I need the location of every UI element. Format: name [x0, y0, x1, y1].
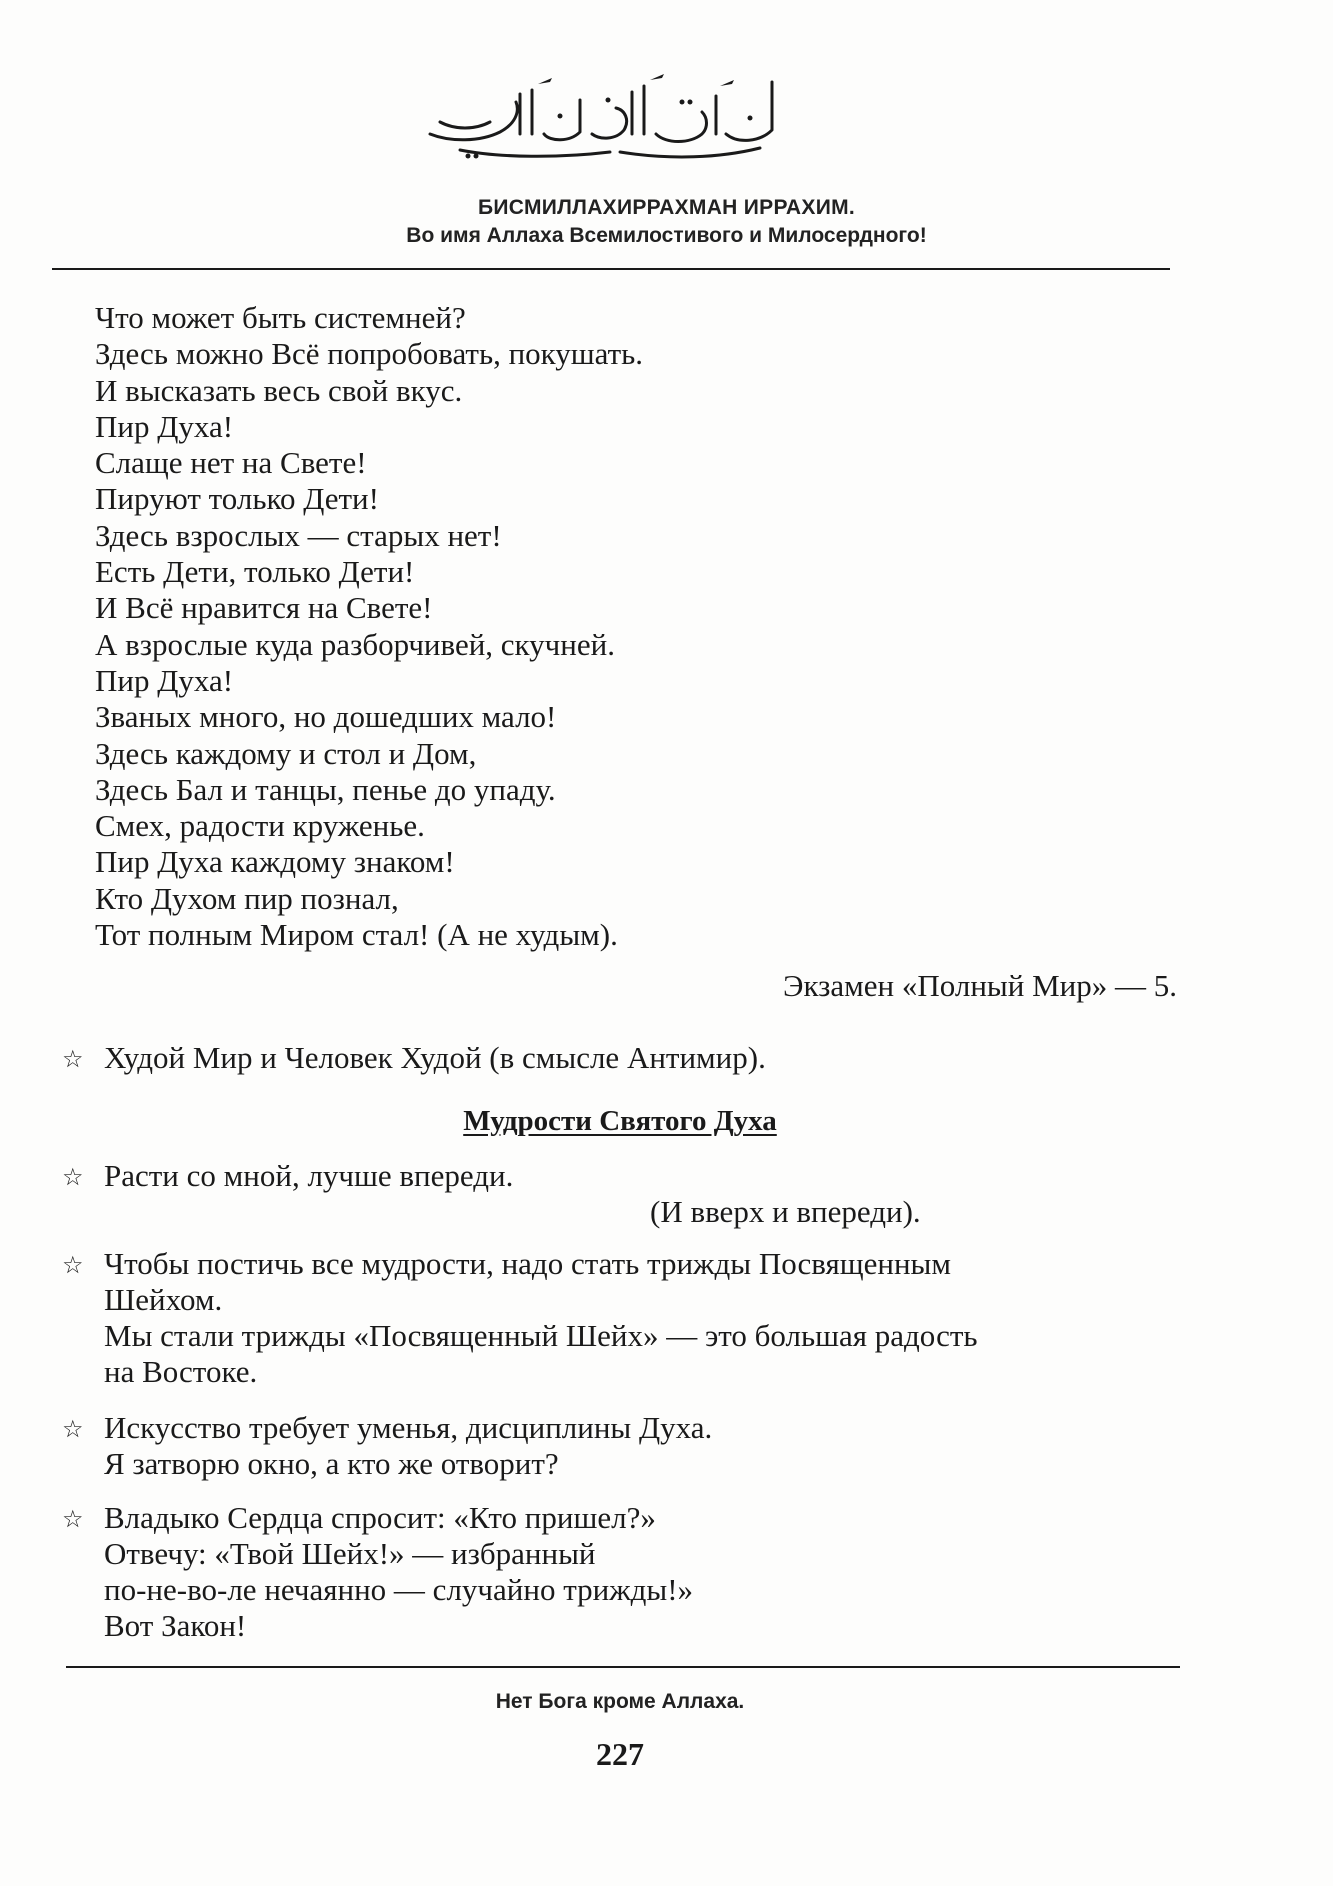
star-bullet-icon: ☆	[62, 1163, 84, 1191]
list-item	[62, 1158, 1142, 1230]
footer-text: Нет Бога кроме Аллаха.	[495, 1690, 745, 1713]
poem-line: Что может быть системней?	[95, 300, 466, 335]
poem-line: Смех, радости круженье.	[95, 808, 425, 844]
poem-line: И высказать весь свой вкус.	[95, 372, 463, 408]
poem	[95, 300, 1095, 953]
page-number: 227	[596, 1736, 644, 1772]
poem-line: Здесь Бал и танцы, пенье до упаду.	[95, 771, 556, 807]
poem-line: А взрослые куда разборчивей, скучней.	[95, 626, 615, 662]
star-bullet-icon: ☆	[62, 1505, 84, 1533]
basmala-calligraphy	[420, 72, 790, 172]
item-line: Шейхом.	[104, 1282, 223, 1317]
item-line: Вот Закон!	[104, 1608, 247, 1643]
list-item	[62, 1246, 1142, 1390]
list-item	[62, 1500, 1142, 1644]
item-line: по-не-во-ле нечаянно — случайно трижды!»	[104, 1572, 694, 1607]
item-line: на Востоке.	[104, 1354, 258, 1389]
poem-line: Здесь можно Всё попробовать, покушать.	[95, 336, 644, 372]
footer-divider	[66, 1666, 1180, 1668]
exam-grade: Экзамен «Полный Мир» — 5.	[783, 968, 1177, 1003]
poem-line: Тот полным Миром стал! (А не худым).	[95, 917, 618, 953]
poem-line: Пир Духа каждому знаком!	[95, 844, 455, 880]
poem-line: Пир Духа!	[95, 662, 234, 698]
star-bullet-icon: ☆	[62, 1251, 84, 1279]
poem-line: Пир Духа!	[95, 408, 234, 444]
star-bullet-icon: ☆	[62, 1415, 84, 1443]
list-item	[62, 1410, 1142, 1482]
poem-line: И Всё нравится на Свете!	[95, 590, 433, 626]
item-line: Мы стали трижды «Посвященный Шейх» — это большая радость	[104, 1318, 978, 1353]
item-line: Худой Мир и Человек Худой (в смысле Антимир).	[104, 1040, 766, 1075]
item-line: Я затворю окно, а кто же отворит?	[104, 1446, 559, 1481]
header-divider	[52, 268, 1170, 270]
list-item	[62, 1040, 1142, 1076]
poem-line: Кто Духом пир познал,	[95, 880, 399, 916]
section-title: Мудрости Святого Духа	[463, 1105, 777, 1137]
item-line: Чтобы постичь все мудрости, надо стать трижды Посвященным	[104, 1246, 951, 1281]
poem-line: Здесь взрослых — старых нет!	[95, 517, 502, 553]
header-transliteration: БИСМИЛЛАХИРРАХМАН ИРРАХИМ.	[477, 196, 856, 219]
star-bullet-icon: ☆	[62, 1045, 84, 1073]
item-line: Отвечу: «Твой Шейх!» — избранный	[104, 1536, 596, 1571]
poem-line: Здесь каждому и стол и Дом,	[95, 735, 477, 771]
poem-line: Есть Дети, только Дети!	[95, 554, 415, 590]
item-line: Искусство требует уменья, дисциплины Духа.	[104, 1410, 713, 1445]
poem-line: Пируют только Дети!	[95, 481, 379, 517]
item-line: (И вверх и впереди).	[650, 1194, 921, 1229]
header-translation: Во имя Аллаха Всемилостивого и Милосердного!	[406, 224, 927, 247]
item-line: Расти со мной, лучше впереди.	[104, 1158, 514, 1193]
poem-line: Званых много, но дошедших мало!	[95, 699, 557, 735]
item-line: Владыко Сердца спросит: «Кто пришел?»	[104, 1500, 656, 1535]
poem-line: Слаще нет на Свете!	[95, 445, 367, 481]
